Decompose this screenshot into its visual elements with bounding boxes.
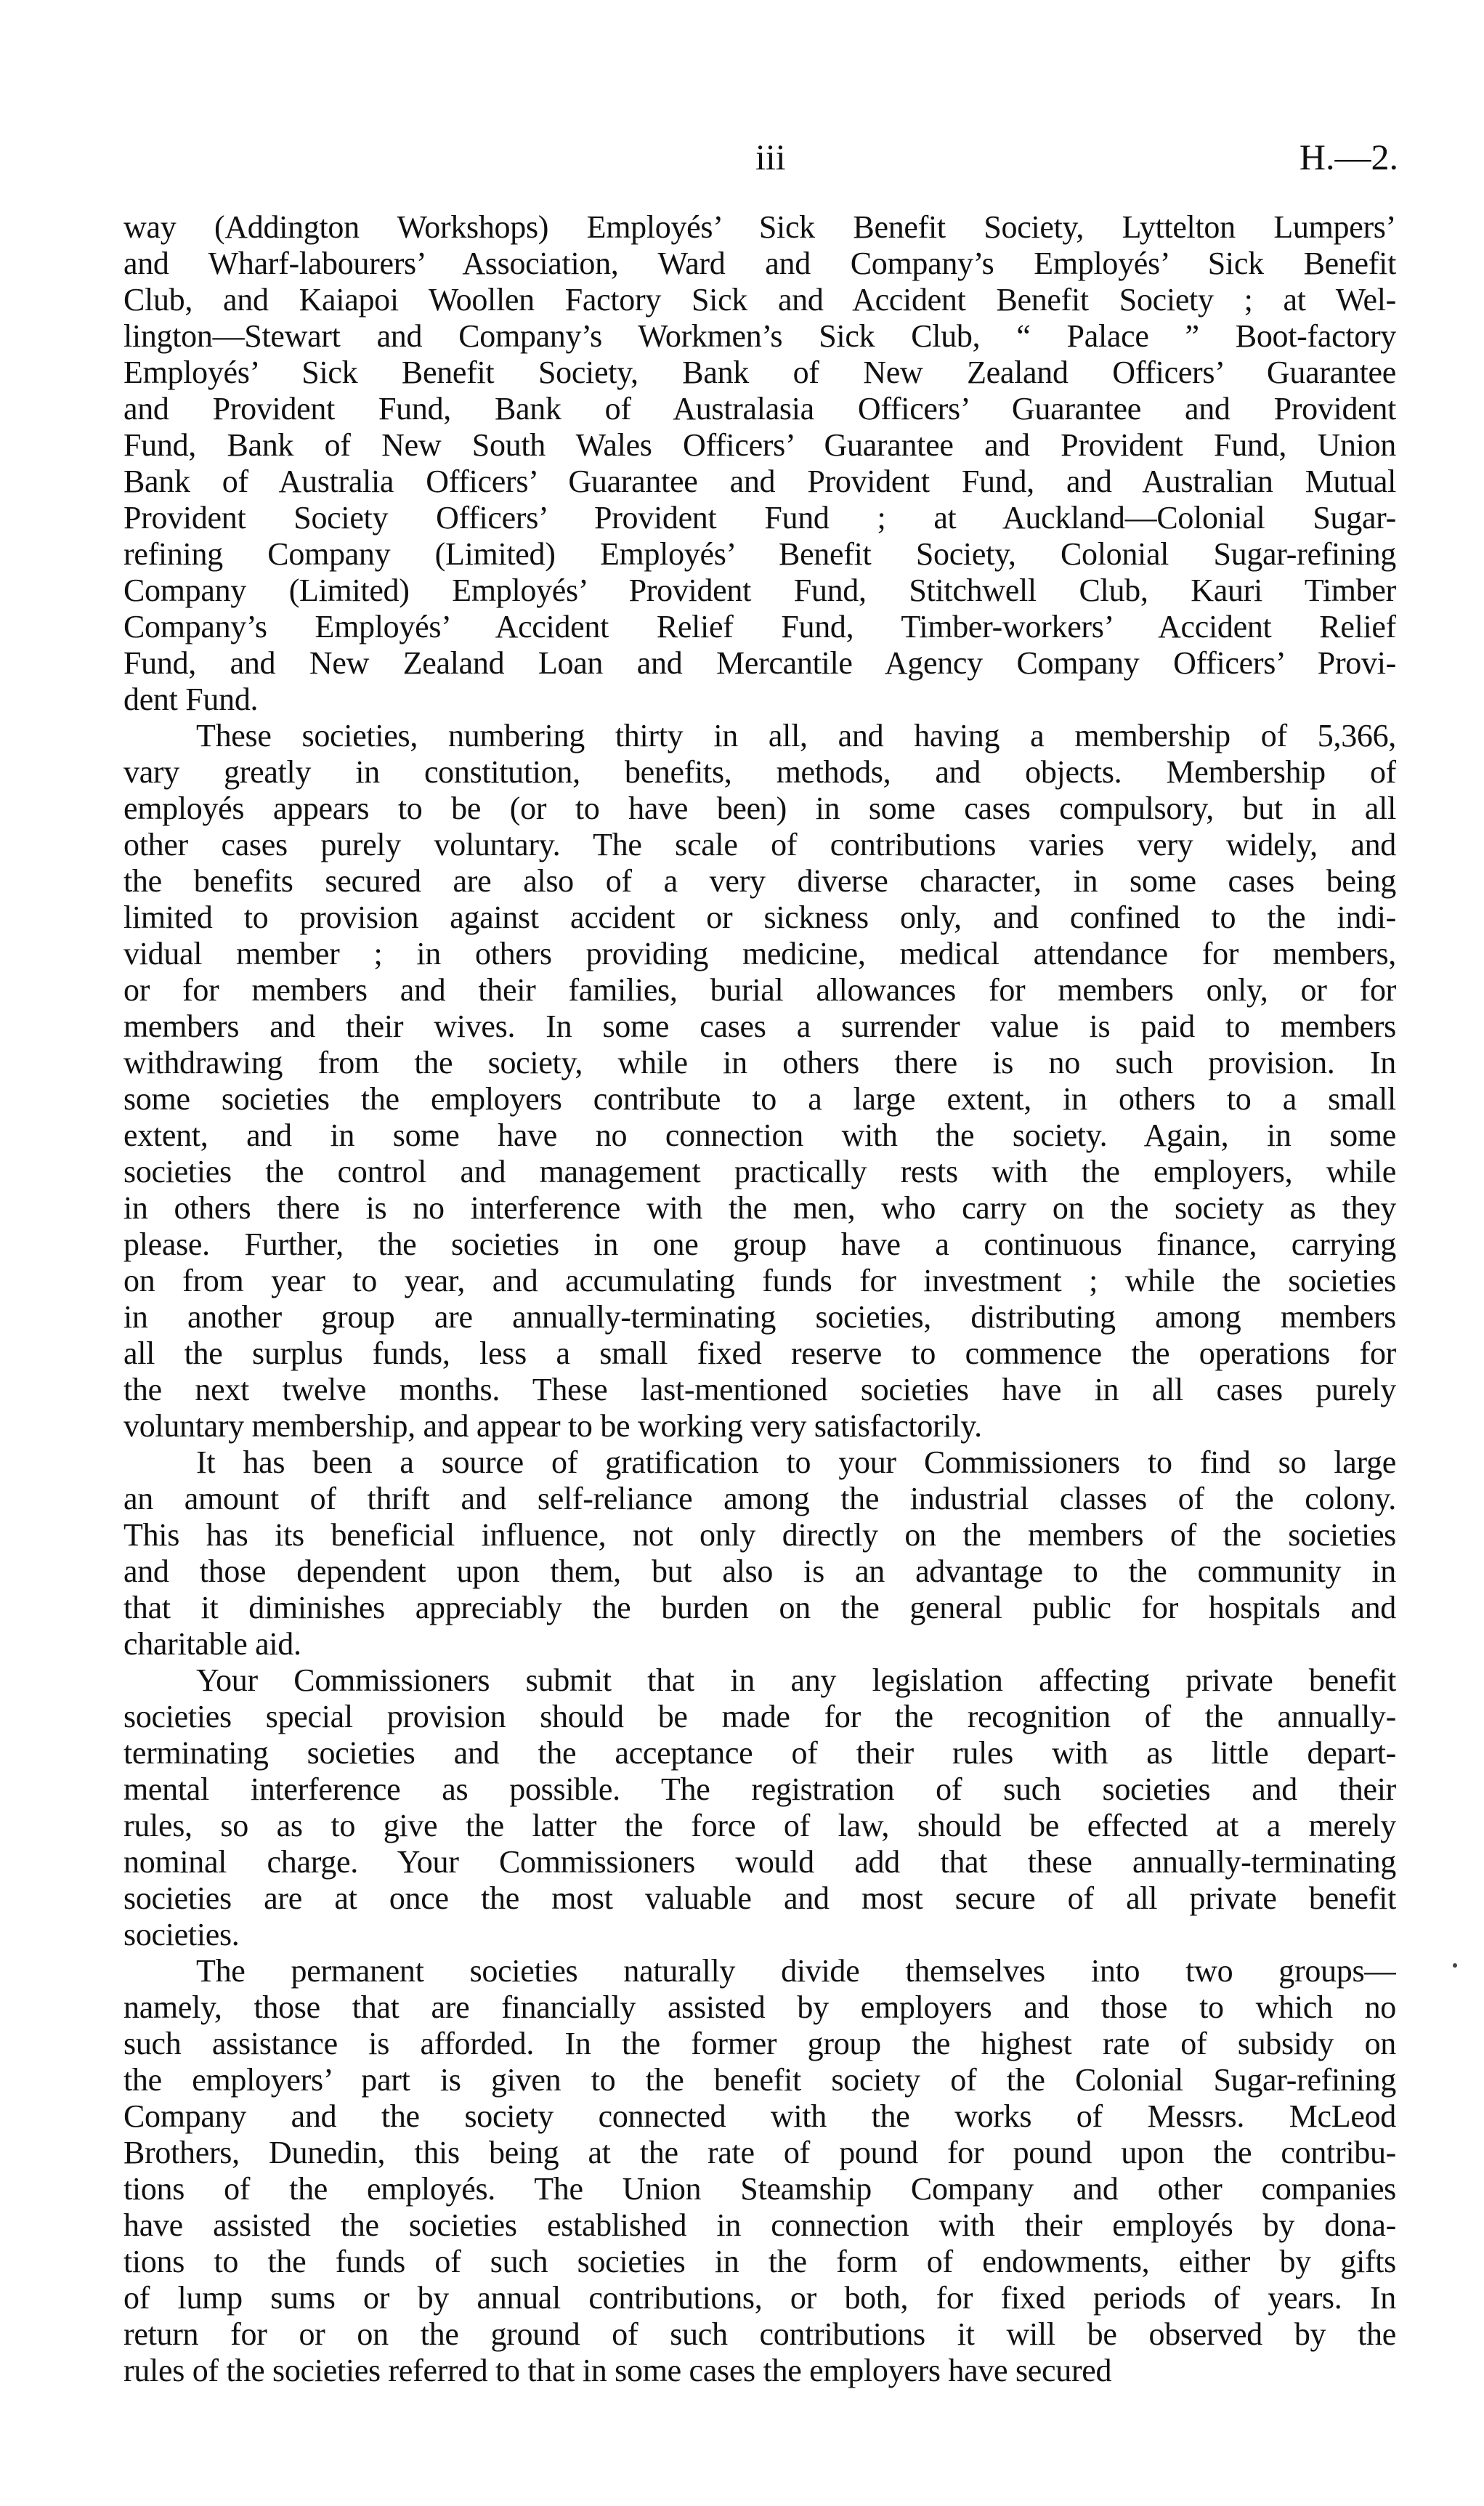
text-line: societies are at once the most valuable and most secure of all private benefit: [123, 1880, 1396, 1916]
text-line: vidual member ; in others providing medicine, medical attendance for members,: [123, 936, 1396, 971]
text-line: of lump sums or by annual contributions, or both, for fixed periods of years. In: [123, 2280, 1396, 2316]
text-line: members and their wives. In some cases a surrender value is paid to members: [123, 1009, 1396, 1044]
text-line: These societies, numbering thirty in all, and having a membership of 5,366,: [196, 718, 1396, 753]
text-line: rules, so as to give the latter the force of law, should be effected at a merely: [123, 1808, 1396, 1843]
text-line: that it diminishes appreciably the burden on the general public for hospitals and: [123, 1590, 1396, 1625]
text-line: Company’s Employés’ Accident Relief Fund, Timber-workers’ Accident Relief: [123, 609, 1396, 644]
text-line: and Provident Fund, Bank of Australasia Officers’ Guarantee and Provident: [123, 391, 1396, 427]
text-line: tions of the employés. The Union Steamship Company and other companies: [123, 2171, 1396, 2207]
text-line: charitable aid.: [123, 1626, 301, 1662]
paragraph: [123, 718, 1396, 1444]
text-line: The permanent societies naturally divide themselves into two groups—: [196, 1953, 1396, 1989]
text-line: in others there is no interference with the men, who carry on the society as they: [123, 1190, 1396, 1226]
text-line: This has its beneficial influence, not only directly on the members of the societies: [123, 1517, 1396, 1553]
text-line: Company and the society connected with the works of Messrs. McLeod: [123, 2098, 1396, 2134]
text-line: societies.: [123, 1917, 240, 1952]
text-line: It has been a source of gratification to your Commissioners to find so large: [196, 1444, 1396, 1480]
text-line: and Wharf-labourers’ Association, Ward and Company’s Employés’ Sick Benefit: [123, 246, 1396, 281]
text-line: the benefits secured are also of a very diverse character, in some cases being: [123, 863, 1396, 899]
document-body: [123, 209, 1396, 2389]
text-line: namely, those that are financially assisted by employers and those to which no: [123, 1989, 1396, 2025]
paragraph: [123, 209, 1396, 718]
text-line: lington—Stewart and Company’s Workmen’s Sick Club, “ Palace ” Boot-factory: [123, 318, 1396, 354]
document-reference: H.—2.: [1299, 137, 1398, 177]
text-line: the next twelve months. These last-mentioned societies have in all cases purely: [123, 1372, 1396, 1407]
text-line: Company (Limited) Employés’ Provident Fund, Stitchwell Club, Kauri Timber: [123, 573, 1396, 608]
text-line: such assistance is afforded. In the former group the highest rate of subsidy on: [123, 2026, 1396, 2061]
text-line: withdrawing from the society, while in others there is no such provision. In: [123, 1045, 1396, 1080]
margin-dot: [1453, 1963, 1457, 1968]
text-line: some societies the employers contribute to a large extent, in others to a small: [123, 1081, 1396, 1117]
text-line: employés appears to be (or to have been) in some cases compulsory, but in all: [123, 791, 1396, 826]
text-line: terminating societies and the acceptance of their rules with as little depart-: [123, 1735, 1396, 1771]
text-line: societies special provision should be made for the recognition of the annually-: [123, 1699, 1396, 1734]
text-line: other cases purely voluntary. The scale of contributions varies very widely, and: [123, 827, 1396, 862]
text-line: have assisted the societies established in connection with their employés by dona-: [123, 2207, 1396, 2243]
text-line: societies the control and management practically rests with the employers, while: [123, 1154, 1396, 1189]
text-line: tions to the funds of such societies in the form of endowments, either by gifts: [123, 2244, 1396, 2279]
text-line: voluntary membership, and appear to be working very satisfactorily.: [123, 1408, 982, 1444]
text-line: rules of the societies referred to that in some cases the employers have secured: [123, 2353, 1112, 2388]
text-line: all the surplus funds, less a small fixed reserve to commence the operations for: [123, 1335, 1396, 1371]
text-line: Bank of Australia Officers’ Guarantee and Provident Fund, and Australian Mutual: [123, 464, 1396, 499]
text-line: Club, and Kaiapoi Woollen Factory Sick and Accident Benefit Society ; at Wel-: [123, 282, 1396, 318]
paragraph: [123, 1662, 1396, 1953]
paragraph: [123, 1444, 1396, 1662]
text-line: and those dependent upon them, but also is an advantage to the community in: [123, 1553, 1396, 1589]
page-number: iii: [755, 137, 786, 177]
text-line: Fund, and New Zealand Loan and Mercantile Agency Company Officers’ Provi-: [123, 645, 1396, 681]
text-line: Your Commissioners submit that in any legislation affecting private benefit: [196, 1662, 1396, 1698]
text-line: limited to provision against accident or sickness only, and confined to the indi-: [123, 900, 1396, 935]
text-line: return for or on the ground of such contributions it will be observed by the: [123, 2316, 1396, 2352]
text-line: way (Addington Workshops) Employés’ Sick Benefit Society, Lyttelton Lumpers’: [123, 209, 1396, 245]
text-line: refining Company (Limited) Employés’ Benefit Society, Colonial Sugar-refining: [123, 536, 1396, 572]
text-line: an amount of thrift and self-reliance among the industrial classes of the colony.: [123, 1481, 1396, 1516]
text-line: the employers’ part is given to the benefit society of the Colonial Sugar-refining: [123, 2062, 1396, 2098]
text-line: or for members and their families, burial allowances for members only, or for: [123, 972, 1396, 1008]
text-line: vary greatly in constitution, benefits, methods, and objects. Membership of: [123, 754, 1396, 790]
text-line: nominal charge. Your Commissioners would add that these annually-terminating: [123, 1844, 1396, 1880]
text-line: Fund, Bank of New South Wales Officers’ Guarantee and Provident Fund, Union: [123, 427, 1396, 463]
text-line: Brothers, Dunedin, this being at the rate of pound for pound upon the contribu-: [123, 2135, 1396, 2170]
text-line: in another group are annually-terminating societies, distributing among members: [123, 1299, 1396, 1335]
paragraph: [123, 1953, 1396, 2389]
text-line: dent Fund.: [123, 682, 259, 717]
text-line: on from year to year, and accumulating funds for investment ; while the societies: [123, 1263, 1396, 1298]
text-line: Employés’ Sick Benefit Society, Bank of New Zealand Officers’ Guarantee: [123, 355, 1396, 390]
text-line: extent, and in some have no connection with the society. Again, in some: [123, 1117, 1396, 1153]
text-line: Provident Society Officers’ Provident Fund ; at Auckland—Colonial Sugar-: [123, 500, 1396, 535]
text-line: please. Further, the societies in one group have a continuous finance, carrying: [123, 1226, 1396, 1262]
text-line: mental interference as possible. The registration of such societies and their: [123, 1771, 1396, 1807]
